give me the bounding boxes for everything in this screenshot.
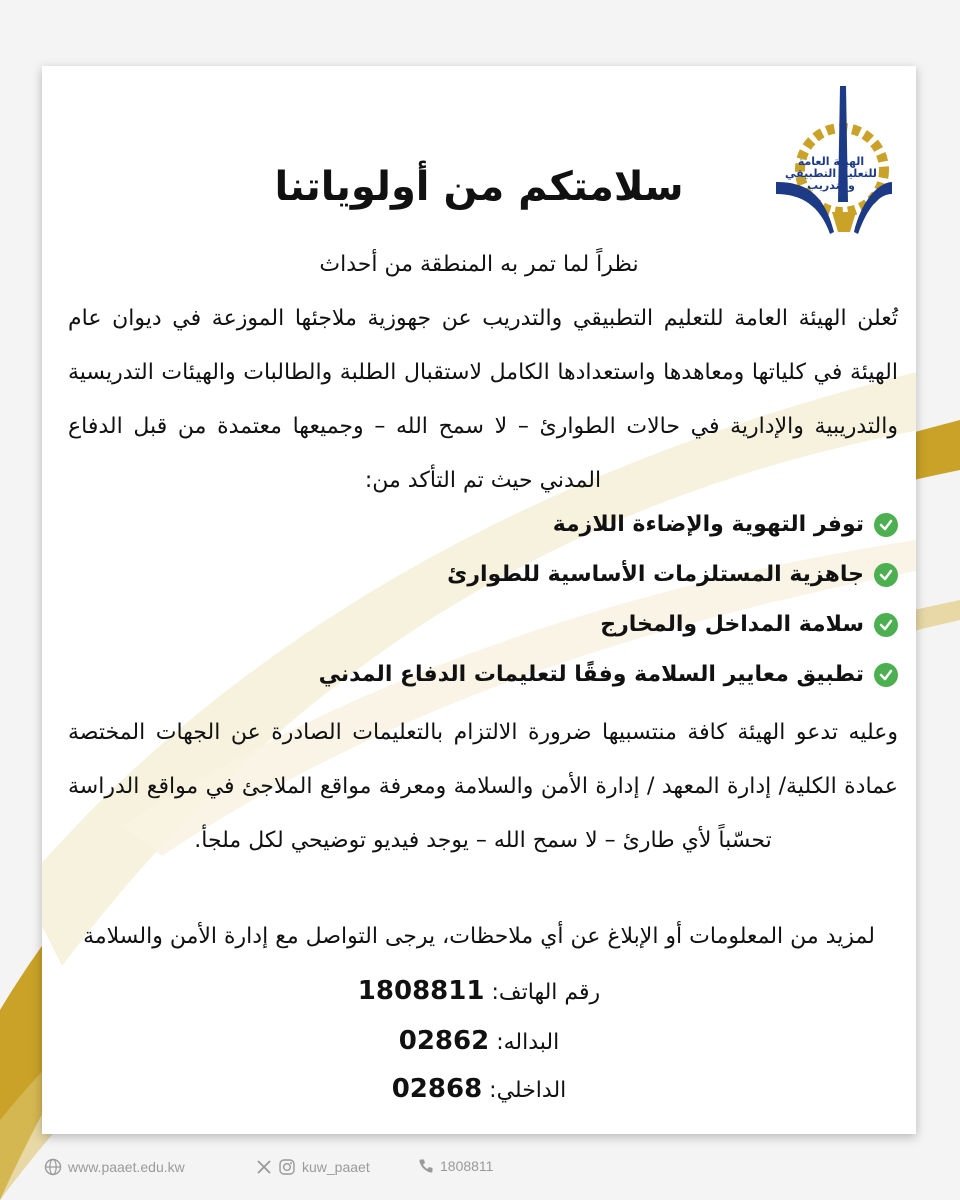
phone-line xyxy=(42,976,916,1006)
footer-phone-number: 1808811 xyxy=(440,1158,494,1174)
footer-social[interactable] xyxy=(256,1158,370,1176)
footer xyxy=(0,1152,960,1182)
checklist-item xyxy=(68,550,898,600)
exchange-number: 02862 xyxy=(398,1026,490,1056)
footer-website[interactable] xyxy=(44,1158,185,1176)
checklist-text: توفر التهوية والإضاءة اللازمة xyxy=(552,512,864,537)
logo-line-2: للتعليم التطبيقي والتدريب xyxy=(785,167,877,192)
logo-line-1: الهيئة العامة xyxy=(797,155,865,168)
phone-label: رقم الهاتف: xyxy=(491,980,601,1005)
checklist-item xyxy=(68,500,898,550)
page-title: سلامتكم من أولوياتنا xyxy=(274,164,684,210)
checklist-item xyxy=(68,600,898,650)
internal-number: 02868 xyxy=(391,1074,483,1104)
check-circle-icon xyxy=(874,613,898,637)
phone-number: 1808811 xyxy=(357,976,485,1006)
checklist xyxy=(68,500,898,700)
call-to-action-paragraph: وعليه تدعو الهيئة كافة منتسبيها ضرورة الالتزام بالتعليمات الصادرة عن الجهات المختصة عمادة الكلية/ إدارة المعهد / إدارة الأمن والسلامة ومعرفة مواقع الملاجئ في مواقع الدراسة تحسّباً لأي طارئ – لا سمح الله – يوجد فيديو توضيحي لكل ملجأ. xyxy=(68,720,898,853)
exchange-line xyxy=(42,1026,916,1056)
announcement-card xyxy=(42,66,916,1134)
checklist-text: سلامة المداخل والمخارج xyxy=(600,612,864,637)
check-circle-icon xyxy=(874,563,898,587)
instagram-icon xyxy=(278,1158,296,1176)
checklist-text: تطبيق معايير السلامة وفقًا لتعليمات الدفاع المدني xyxy=(318,662,864,687)
check-circle-icon xyxy=(874,513,898,537)
check-circle-icon xyxy=(874,663,898,687)
announcement-paragraph: تُعلن الهيئة العامة للتعليم التطبيقي والتدريب عن جهوزية ملاجئها الموزعة في ديوان عام الهيئة في كلياتها ومعاهدها واستعدادها الكامل لاستقبال الطلبة والطالبات والهيئات التدريسية والتدريبية والإدارية في حالات الطوارئ – لا سمح الله – وجميعها معتمدة من قبل الدفاع المدني حيث تم التأكد من: xyxy=(68,306,898,493)
checklist-text: جاهزية المستلزمات الأساسية للطوارئ xyxy=(447,562,864,587)
globe-icon xyxy=(44,1158,62,1176)
internal-line xyxy=(42,1074,916,1104)
internal-label: الداخلي: xyxy=(489,1078,567,1103)
intro-line: نظراً لما تمر به المنطقة من أحداث xyxy=(319,252,639,277)
social-handle: kuw_paaet xyxy=(302,1159,370,1175)
footer-phone[interactable] xyxy=(418,1158,493,1174)
phone-icon xyxy=(418,1158,434,1174)
checklist-item xyxy=(68,650,898,700)
contact-intro: لمزيد من المعلومات أو الإبلاغ عن أي ملاحظات، يرجى التواصل مع إدارة الأمن والسلامة xyxy=(83,924,875,949)
website-text: www.paaet.edu.kw xyxy=(68,1159,185,1175)
x-twitter-icon xyxy=(256,1159,272,1175)
exchange-label: البداله: xyxy=(496,1030,560,1055)
